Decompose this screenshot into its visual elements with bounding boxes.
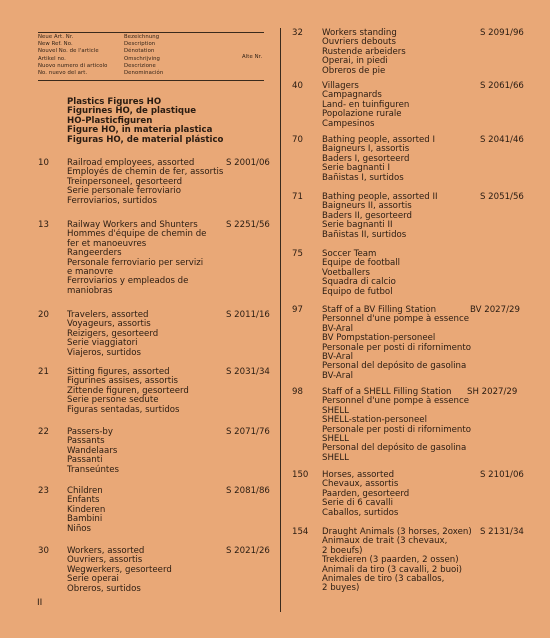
entry-code: S 2021/26 <box>226 546 270 556</box>
title-line: Plastics Figures HO <box>67 97 162 107</box>
entry-line: Baigneurs I, assortis <box>322 144 410 155</box>
entry-number: 70 <box>292 135 303 145</box>
entry-code: S 2051/56 <box>480 192 524 202</box>
entry-number: 40 <box>292 81 303 91</box>
entry-line: Employés de chemin de fer, assortis <box>67 167 224 178</box>
entry-code: S 2251/56 <box>226 220 270 230</box>
entry-description <box>67 311 158 358</box>
entry-code: S 2131/34 <box>480 527 524 537</box>
entry-line: Niños <box>67 523 91 534</box>
entry-line: Staff of a SHELL Filling Station <box>322 387 452 397</box>
header-label: Nuovo numero di articolo <box>38 62 108 69</box>
entry-line: Passanti <box>67 455 103 466</box>
entry-line: Animali da tiro (3 cavalli, 2 buoi) <box>322 564 463 575</box>
entry-line: Rangeerders <box>67 248 122 259</box>
entry-line: Personal del depósito de gasolina <box>322 443 467 454</box>
entry-line: Serie viaggiatori <box>67 338 138 349</box>
title-line: Figuras HO, de material plástico <box>67 134 224 145</box>
entry-code: S 2101/06 <box>480 470 524 480</box>
entry-line: Baigneurs II, assortis <box>322 201 412 212</box>
entry-description <box>322 388 471 463</box>
entry-line: Chevaux, assortis <box>322 479 399 490</box>
entry-line: Staff of a BV Filling Station <box>322 305 437 315</box>
entry-line: Rustende arbeiders <box>322 46 406 57</box>
entry-line: Treinpersoneel, gesorteerd <box>67 176 183 187</box>
entry-line: Hommes d'équipe de chemin de <box>67 229 207 240</box>
entry-code: S 2091/96 <box>480 28 524 38</box>
entry-code: S 2071/76 <box>226 427 270 437</box>
entry-description <box>322 306 471 381</box>
entry-line: Workers standing <box>322 28 397 38</box>
entry-line: Villagers <box>322 81 359 91</box>
entry-line: Popolazione rurale <box>322 109 402 120</box>
header-description-labels <box>124 34 163 77</box>
entry-line: Equipo de futbol <box>322 286 393 297</box>
entry-line: Figurines assises, assortis <box>67 376 179 387</box>
entry-line: Personal del depósito de gasolina <box>322 361 467 372</box>
entry-line: 2 buyes) <box>322 583 360 594</box>
entry-number: 97 <box>292 305 303 315</box>
entry-line: Bambini <box>67 514 103 525</box>
header-rule-top <box>38 32 264 33</box>
entry-line: Animales de tiro (3 caballos, <box>322 574 445 585</box>
entry-description <box>322 193 438 240</box>
entry-line: Serie bagnanti I <box>322 163 391 174</box>
entry-line: SHELL-station-personeel <box>322 415 427 426</box>
entry-line: Serie persone sedute <box>67 395 159 406</box>
entry-line: Baders I, gesorteerd <box>322 153 410 164</box>
entry-description <box>322 528 472 594</box>
entry-description <box>322 471 409 518</box>
entry-number: 71 <box>292 192 303 202</box>
entry-number: 154 <box>292 527 309 537</box>
entry-code: S 2041/46 <box>480 135 524 145</box>
entry-line: SHELL <box>322 405 349 416</box>
entry-line: Horses, assorted <box>322 470 395 480</box>
entry-line: fer et manoeuvres <box>67 238 147 249</box>
entry-line: Passants <box>67 436 105 447</box>
header-label: No. nuevo del art. <box>38 70 88 77</box>
entry-line: SHELL <box>322 452 349 463</box>
header-label: Neue Art. Nr. <box>38 34 74 40</box>
entry-code: S 2001/06 <box>226 158 270 168</box>
entry-line: SHELL <box>322 434 349 445</box>
entry-line: Bañistas I, surtidos <box>322 172 404 183</box>
entry-description <box>67 428 119 475</box>
entry-line: Trekdieren (3 paarden, 2 ossen) <box>322 555 459 566</box>
entry-line: Wegwerkers, gesorteerd <box>67 564 172 575</box>
entry-description <box>67 221 206 296</box>
header-label: Bezeichnung <box>124 34 160 40</box>
header-label: Descrizione <box>124 62 156 69</box>
entry-line: Serie operai <box>67 574 119 585</box>
entry-line: Serie bagnanti II <box>322 220 393 231</box>
title-line: Figurines HO, de plastique <box>67 106 197 117</box>
entry-line: Land- en tuinfiguren <box>322 99 410 110</box>
entry-line: Personale per posti di rifornimento <box>322 342 471 353</box>
entry-number: 13 <box>38 220 49 230</box>
header-label: Dénotation <box>124 48 155 55</box>
entry-number: 10 <box>38 158 49 168</box>
header-new-number-labels <box>38 34 108 77</box>
entry-line: Personnel d'une pompe à essence <box>322 314 470 325</box>
entry-number: 21 <box>38 367 49 377</box>
header-label: Artikel no. <box>38 55 66 62</box>
entry-code: BV 2027/29 <box>470 305 520 315</box>
entry-line: Ouvriers debouts <box>322 37 396 48</box>
entry-line: Obreros de pie <box>322 65 386 76</box>
entry-code: S 2061/66 <box>480 81 524 91</box>
entry-number: 20 <box>38 310 49 320</box>
entry-line: Operai, in piedi <box>322 56 388 67</box>
entry-line: Transeúntes <box>67 464 120 475</box>
entry-description <box>322 250 400 297</box>
entry-line: Voetballers <box>322 267 370 278</box>
entry-description <box>67 368 189 415</box>
entry-code: SH 2027/29 <box>467 387 518 397</box>
header-label: Description <box>124 41 156 48</box>
entry-line: maniobras <box>67 285 113 296</box>
header-label: Nouvel No. de l'article <box>38 48 99 55</box>
entry-line: Sitting figures, assorted <box>67 367 170 377</box>
entry-line: Draught Animals (3 horses, 2oxen) <box>322 527 472 537</box>
entry-description <box>67 159 223 206</box>
entry-description <box>322 29 406 76</box>
entry-line: e manovre <box>67 267 114 278</box>
entry-line: Personale ferroviario per servizi <box>67 257 204 268</box>
entry-number: 32 <box>292 28 303 38</box>
entry-description <box>322 82 409 129</box>
entry-line: Bathing people, assorted I <box>322 135 435 145</box>
entry-number: 23 <box>38 486 49 496</box>
entry-line: Ferroviarios y empleados de <box>67 276 189 287</box>
entry-line: BV-Aral <box>322 370 353 381</box>
entry-line: Travelers, assorted <box>67 310 149 320</box>
entry-line: Paarden, gesorteerd <box>322 488 410 499</box>
entry-description <box>322 136 435 183</box>
entry-line: Serie di 6 cavalli <box>322 498 393 509</box>
entry-number: 75 <box>292 249 303 259</box>
page-number: II <box>37 598 43 608</box>
entry-line: BV-Aral <box>322 323 353 334</box>
entry-line: Campesinos <box>322 118 375 129</box>
entry-line: Ouvriers, assortis <box>67 555 143 566</box>
entry-line: Ferroviarios, surtidos <box>67 195 158 206</box>
title-line: HO-Plasticfiguren <box>67 115 153 126</box>
entry-line: BV-Aral <box>322 352 353 363</box>
entry-code: S 2031/34 <box>226 367 270 377</box>
entry-line: Enfants <box>67 495 100 506</box>
entry-line: Zittende figuren, gesorteerd <box>67 385 189 396</box>
entry-line: Equipe de football <box>322 258 401 269</box>
entry-line: Railway Workers and Shunters <box>67 220 198 230</box>
entry-number: 98 <box>292 387 303 397</box>
entry-line: Bathing people, assorted II <box>322 192 438 202</box>
header-rule-bottom <box>38 80 264 81</box>
entry-number: 150 <box>292 470 309 480</box>
header-label: New Ref. No. <box>38 41 73 48</box>
entry-line: Caballos, surtidos <box>322 507 399 518</box>
entry-code: S 2011/16 <box>226 310 270 320</box>
entry-number: 22 <box>38 427 49 437</box>
entry-description <box>67 487 105 534</box>
entry-line: Reizigers, gesorteerd <box>67 328 159 339</box>
entry-code: S 2081/86 <box>226 486 270 496</box>
entry-line: Workers, assorted <box>67 546 145 556</box>
entry-description <box>67 547 172 594</box>
entry-line: Voyageurs, assortis <box>67 319 151 330</box>
entry-line: Baders II, gesorteerd <box>322 210 412 221</box>
entry-line: Animaux de trait (3 chevaux, <box>322 536 448 547</box>
entry-line: Bañistas II, surtidos <box>322 229 407 240</box>
entry-line: Figuras sentadas, surtidos <box>67 404 180 415</box>
entry-line: Obreros, surtidos <box>67 583 141 594</box>
title-line: Figure HO, in materia plastica <box>67 125 213 136</box>
section-title <box>67 98 223 145</box>
entry-line: Kinderen <box>67 504 106 515</box>
entry-line: 2 boeufs) <box>322 545 363 556</box>
entry-line: Soccer Team <box>322 249 377 259</box>
entry-line: Children <box>67 486 103 496</box>
entry-line: BV Pompstation-personeel <box>322 333 436 344</box>
entry-line: Viajeros, surtidos <box>67 347 141 358</box>
header-label: Omschrijving <box>124 55 161 62</box>
entry-line: Personnel d'une pompe à essence <box>322 396 470 407</box>
entry-line: Personale per posti di rifornimento <box>322 424 471 435</box>
header-old-number-label: Alte Nr. <box>242 54 263 60</box>
header-label: Denominación <box>124 70 164 77</box>
entry-line: Wandelaars <box>67 445 118 456</box>
entry-line: Serie personale ferroviario <box>67 186 182 197</box>
entry-line: Railroad employees, assorted <box>67 158 195 168</box>
entry-line: Passers-by <box>67 427 113 437</box>
column-divider <box>280 28 281 612</box>
entry-line: Squadra di calcio <box>322 277 396 288</box>
entry-line: Campagnards <box>322 90 382 101</box>
entry-number: 30 <box>38 546 49 556</box>
